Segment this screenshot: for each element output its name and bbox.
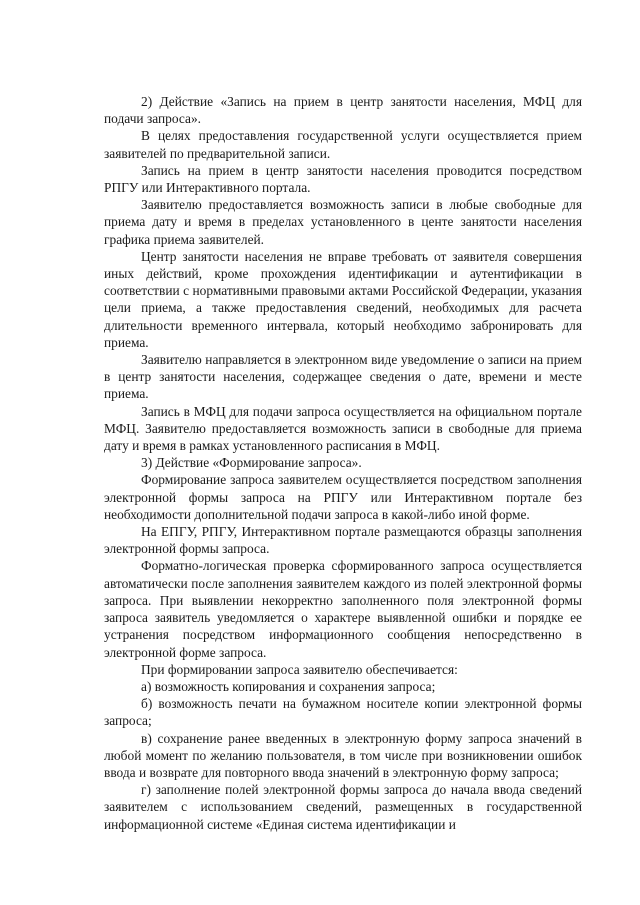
paragraph-record-via-portal: Запись на прием в центр занятости населения проводится посредством РПГУ или Интерактивного портала. xyxy=(104,162,582,196)
paragraph-format-check: Форматно-логическая проверка сформированного запроса осуществляется автоматически после заполнения заявителем каждого из полей электронной формы запроса. При выявлении некорректно заполненного поля электронной формы запроса заявитель уведомляется о характере выявленной ошибки и порядке ее устранения посредством информационного сообщения непосредственно в электронной форме запроса. xyxy=(104,558,582,660)
document-page xyxy=(104,93,582,833)
paragraph-record-any-time: Заявителю предоставляется возможность записи в любые свободные для приема дату и время в пределах установленного в центе занятости населения графика приема заявителей. xyxy=(104,197,582,247)
paragraph-notification: Заявителю направляется в электронном виде уведомление о записи на прием в центр занятости населения, содержащее сведения о дате, времени и месте приема. xyxy=(104,352,582,402)
paragraph-mfc-record: Запись в МФЦ для подачи запроса осуществляется на официальном портале МФЦ. Заявителю предоставляется возможность записи в свободные для приема дату и время в рамках установленного расписания в МФЦ. xyxy=(104,403,582,454)
paragraph-request-forming: Формирование запроса заявителем осуществляется посредством заполнения электронной формы запроса на РПГУ или Интерактивном портале без необходимости дополнительной подачи запроса в какой-либо иной форме. xyxy=(104,472,582,522)
list-item-d: г) заполнение полей электронной формы запроса до начала ввода сведений заявителем с использованием сведений, размещенных в государственной информационной системе «Единая система идентификации и xyxy=(104,782,582,832)
paragraph-action-3: 3) Действие «Формирование запроса». xyxy=(141,455,362,471)
paragraph-provided-features: При формировании запроса заявителю обеспечивается: xyxy=(141,661,458,677)
paragraph-action-2: 2) Действие «Запись на прием в центр занятости населения, МФЦ для подачи запроса». xyxy=(104,94,582,127)
list-item-a: а) возможность копирования и сохранения запроса; xyxy=(141,678,436,694)
paragraph-preliminary-record: В целях предоставления государственной услуги осуществляется прием заявителей по предварительной записи. xyxy=(104,128,582,161)
list-item-b: б) возможность печати на бумажном носителе копии электронной формы запроса; xyxy=(104,696,582,729)
paragraph-employment-center-restrictions: Центр занятости населения не вправе требовать от заявителя совершения иных действий, кроме прохождения идентификации и аутентификации в соответствии с нормативными правовыми актами Российской Федерации, указания цели приема, а также предоставления сведений, необходимых для расчета длительности временного интервала, который необходимо забронировать для приема. xyxy=(104,248,582,350)
list-item-c: в) сохранение ранее введенных в электронную форму запроса значений в любой момент по желанию пользователя, в том числе при возникновении ошибок ввода и возврате для повторного ввода значений в электронную форму запроса; xyxy=(104,730,582,780)
paragraph-form-samples: На ЕПГУ, РПГУ, Интерактивном портале размещаются образцы заполнения электронной формы запроса. xyxy=(104,524,582,557)
